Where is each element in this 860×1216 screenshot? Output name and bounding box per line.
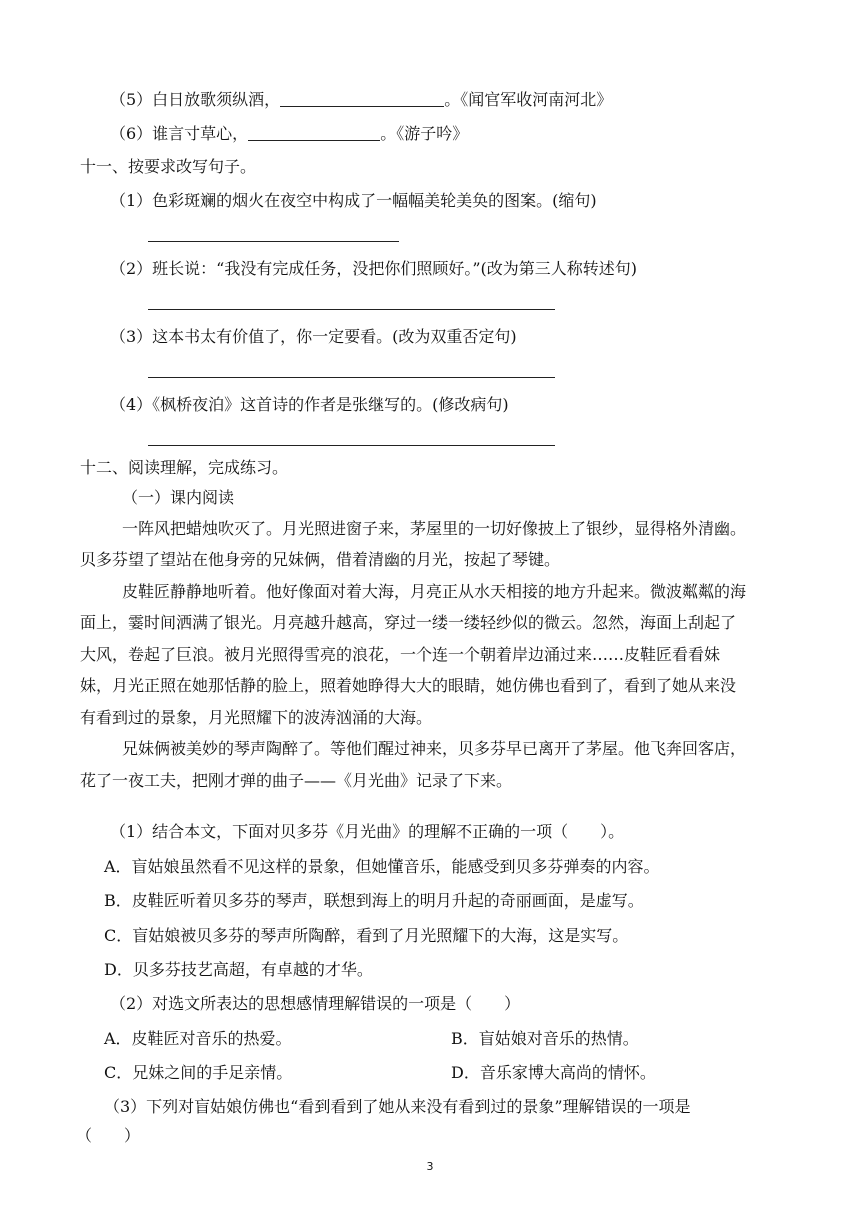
rewrite-item-2: （2）班长说：“我没有完成任务，没把你们照顾好。”(改为第三人称转述句)	[110, 259, 638, 278]
section-11-heading: 十一、按要求改写句子。	[80, 157, 257, 176]
passage-line: 面上，霎时间洒满了银光。月亮越升越高，穿过一缕一缕轻纱似的微云。忽然，海面上刮起了	[80, 613, 737, 632]
question-1-option-b[interactable]: B．皮鞋匠听着贝多芬的琴声，联想到海上的明月升起的奇丽画面，是虚写。	[104, 891, 644, 910]
section-12-heading: 十二、阅读理解，完成练习。	[80, 458, 289, 477]
passage-line: 兄妹俩被美妙的琴声陶醉了。等他们醒过神来，贝多芬早已离开了茅屋。他飞奔回客店，	[122, 739, 747, 758]
passage-line: 贝多芬望了望站在他身旁的兄妹俩，借着清幽的月光，按起了琴键。	[80, 550, 561, 569]
poem-item-5	[110, 90, 612, 110]
question-2-option-b[interactable]: B．盲姑娘对音乐的热情。	[451, 1029, 639, 1048]
answer-line-3[interactable]	[148, 377, 555, 378]
question-2-option-c[interactable]: C．兄妹之间的手足亲情。	[104, 1063, 293, 1082]
answer-line-4[interactable]	[148, 445, 555, 446]
answer-line-1[interactable]	[148, 241, 399, 242]
passage-line: 一阵风把蜡烛吹灭了。月光照进窗子来，茅屋里的一切好像披上了银纱，显得格外清幽。	[122, 519, 747, 538]
rewrite-item-1: （1）色彩斑斓的烟火在夜空中构成了一幅幅美轮美奂的图案。(缩句)	[110, 191, 597, 210]
question-1-option-a[interactable]: A．盲姑娘虽然看不见这样的景象，但她懂音乐，能感受到贝多芬弹奏的内容。	[104, 857, 660, 876]
question-1-stem: （1）结合本文，下面对贝多芬《月光曲》的理解不正确的一项（ ）。	[110, 822, 625, 841]
passage-line: 有看到过的景象，月光照耀下的波涛汹涌的大海。	[80, 708, 433, 727]
passage-line: 皮鞋匠静静地听着。他好像面对着大海，月亮正从水天相接的地方升起来。微波粼粼的海	[122, 582, 747, 601]
answer-blank-5[interactable]	[280, 92, 444, 107]
rewrite-item-4: （4）《枫桥夜泊》这首诗的作者是张继写的。(修改病句)	[110, 395, 509, 414]
poem-item-5-suffix: 。《闻官军收河南河北》	[444, 90, 613, 109]
page-number: 3	[426, 1160, 434, 1173]
question-3-stem: （3）下列对盲姑娘仿佛也“看到看到了她从来没有看到过的景象”理解错误的一项是	[104, 1097, 691, 1116]
question-1-option-c[interactable]: C．盲姑娘被贝多芬的琴声所陶醉，看到了月光照耀下的大海，这是实写。	[104, 926, 629, 945]
question-1-option-d[interactable]: D．贝多芬技艺高超，有卓越的才华。	[104, 960, 373, 979]
poem-item-6-suffix: 。《游子吟》	[380, 124, 469, 143]
question-2-option-a[interactable]: A．皮鞋匠对音乐的热爱。	[104, 1029, 292, 1048]
passage-line: 花了一夜工夫，把刚才弹的曲子——《月光曲》记录了下来。	[80, 771, 513, 790]
reading-sub-heading: （一）课内阅读	[122, 488, 235, 507]
question-3-answer-paren: （ ）	[76, 1126, 141, 1145]
poem-item-5-prefix: （5）白日放歌须纵酒，	[110, 90, 281, 109]
rewrite-item-3: （3）这本书太有价值了，你一定要看。(改为双重否定句)	[110, 327, 517, 346]
poem-item-6-prefix: （6）谁言寸草心，	[110, 124, 249, 143]
answer-blank-6[interactable]	[248, 126, 380, 141]
answer-line-2[interactable]	[148, 309, 555, 310]
passage-line: 妹，月光正照在她那恬静的脸上，照着她睁得大大的眼睛，她仿佛也看到了，看到了她从来没	[80, 676, 737, 695]
passage-line: 大风，卷起了巨浪。被月光照得雪亮的浪花，一个连一个朝着岸边涌过来……皮鞋匠看看妹	[80, 645, 721, 664]
question-2-option-d[interactable]: D．音乐家博大高尚的情怀。	[451, 1063, 656, 1082]
poem-item-6	[110, 124, 468, 144]
question-2-stem: （2）对选文所表达的思想感情理解错误的一项是（ ）	[110, 994, 521, 1013]
